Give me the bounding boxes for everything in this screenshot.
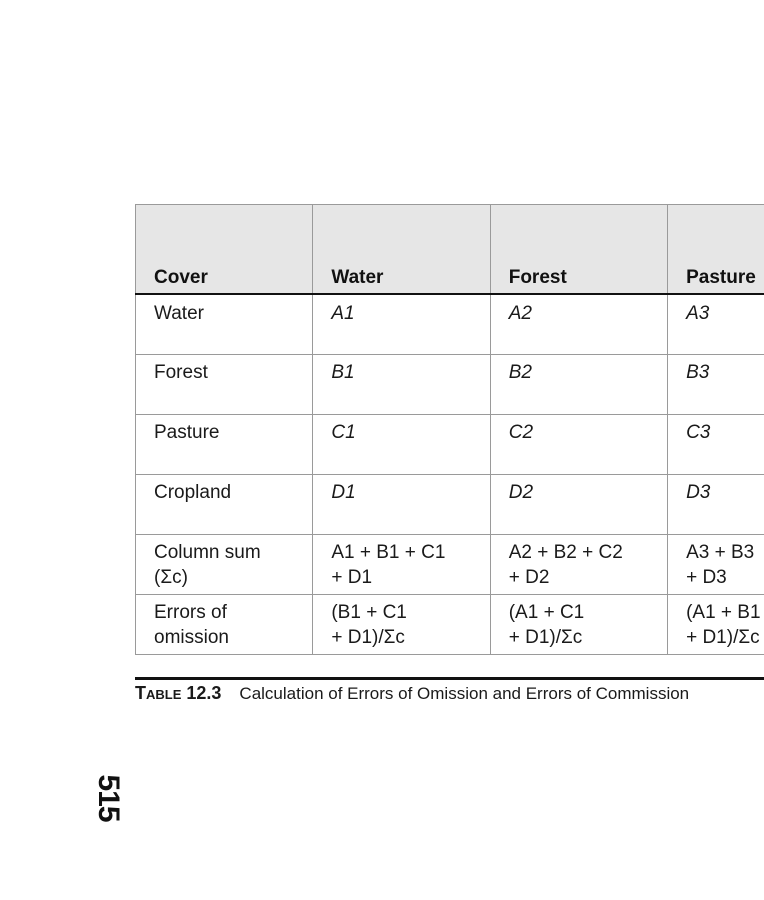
table-cell: D3: [668, 474, 764, 534]
header-water: Water: [313, 205, 490, 295]
caption-label: Table 12.3: [135, 683, 222, 703]
table-cell: A1 + B1 + C1 + D1: [313, 534, 490, 594]
caption-text: Calculation of Errors of Omission and Errors of Commission: [239, 684, 690, 703]
table-caption: [135, 677, 764, 704]
table-cell: A3 + B3 + D3: [668, 534, 764, 594]
table-cell: (A1 + C1 + D1)/Σc: [490, 594, 667, 654]
table-cell: B2: [490, 354, 667, 414]
table-cell: B1: [313, 354, 490, 414]
table-cell: A3: [668, 294, 764, 354]
row-label: Errors of omission: [136, 594, 313, 654]
error-matrix-table: [135, 204, 764, 655]
table-row: [136, 534, 764, 594]
row-label: Forest: [136, 354, 313, 414]
table-row: [136, 474, 764, 534]
table-cell: (A1 + B1 + D1)/Σc: [668, 594, 764, 654]
header-cover: Cover: [136, 205, 313, 295]
header-forest: Forest: [490, 205, 667, 295]
table-cell: B3: [668, 354, 764, 414]
header-pasture: Pasture: [668, 205, 764, 295]
table-cell: A2 + B2 + C2 + D2: [490, 534, 667, 594]
page-number: 515: [92, 774, 125, 822]
table-row: [136, 414, 764, 474]
table-row: [136, 594, 764, 654]
table-cell: C1: [313, 414, 490, 474]
row-label: Pasture: [136, 414, 313, 474]
table-cell: D2: [490, 474, 667, 534]
row-label: Cropland: [136, 474, 313, 534]
header-row: [136, 205, 764, 295]
row-label: Column sum (Σc): [136, 534, 313, 594]
table-cell: A2: [490, 294, 667, 354]
table-row: [136, 354, 764, 414]
row-label: Water: [136, 294, 313, 354]
table-container: [135, 204, 764, 655]
table-cell: D1: [313, 474, 490, 534]
table-cell: C2: [490, 414, 667, 474]
table-cell: C3: [668, 414, 764, 474]
table-cell: (B1 + C1 + D1)/Σc: [313, 594, 490, 654]
table-cell: A1: [313, 294, 490, 354]
table-row: [136, 294, 764, 354]
